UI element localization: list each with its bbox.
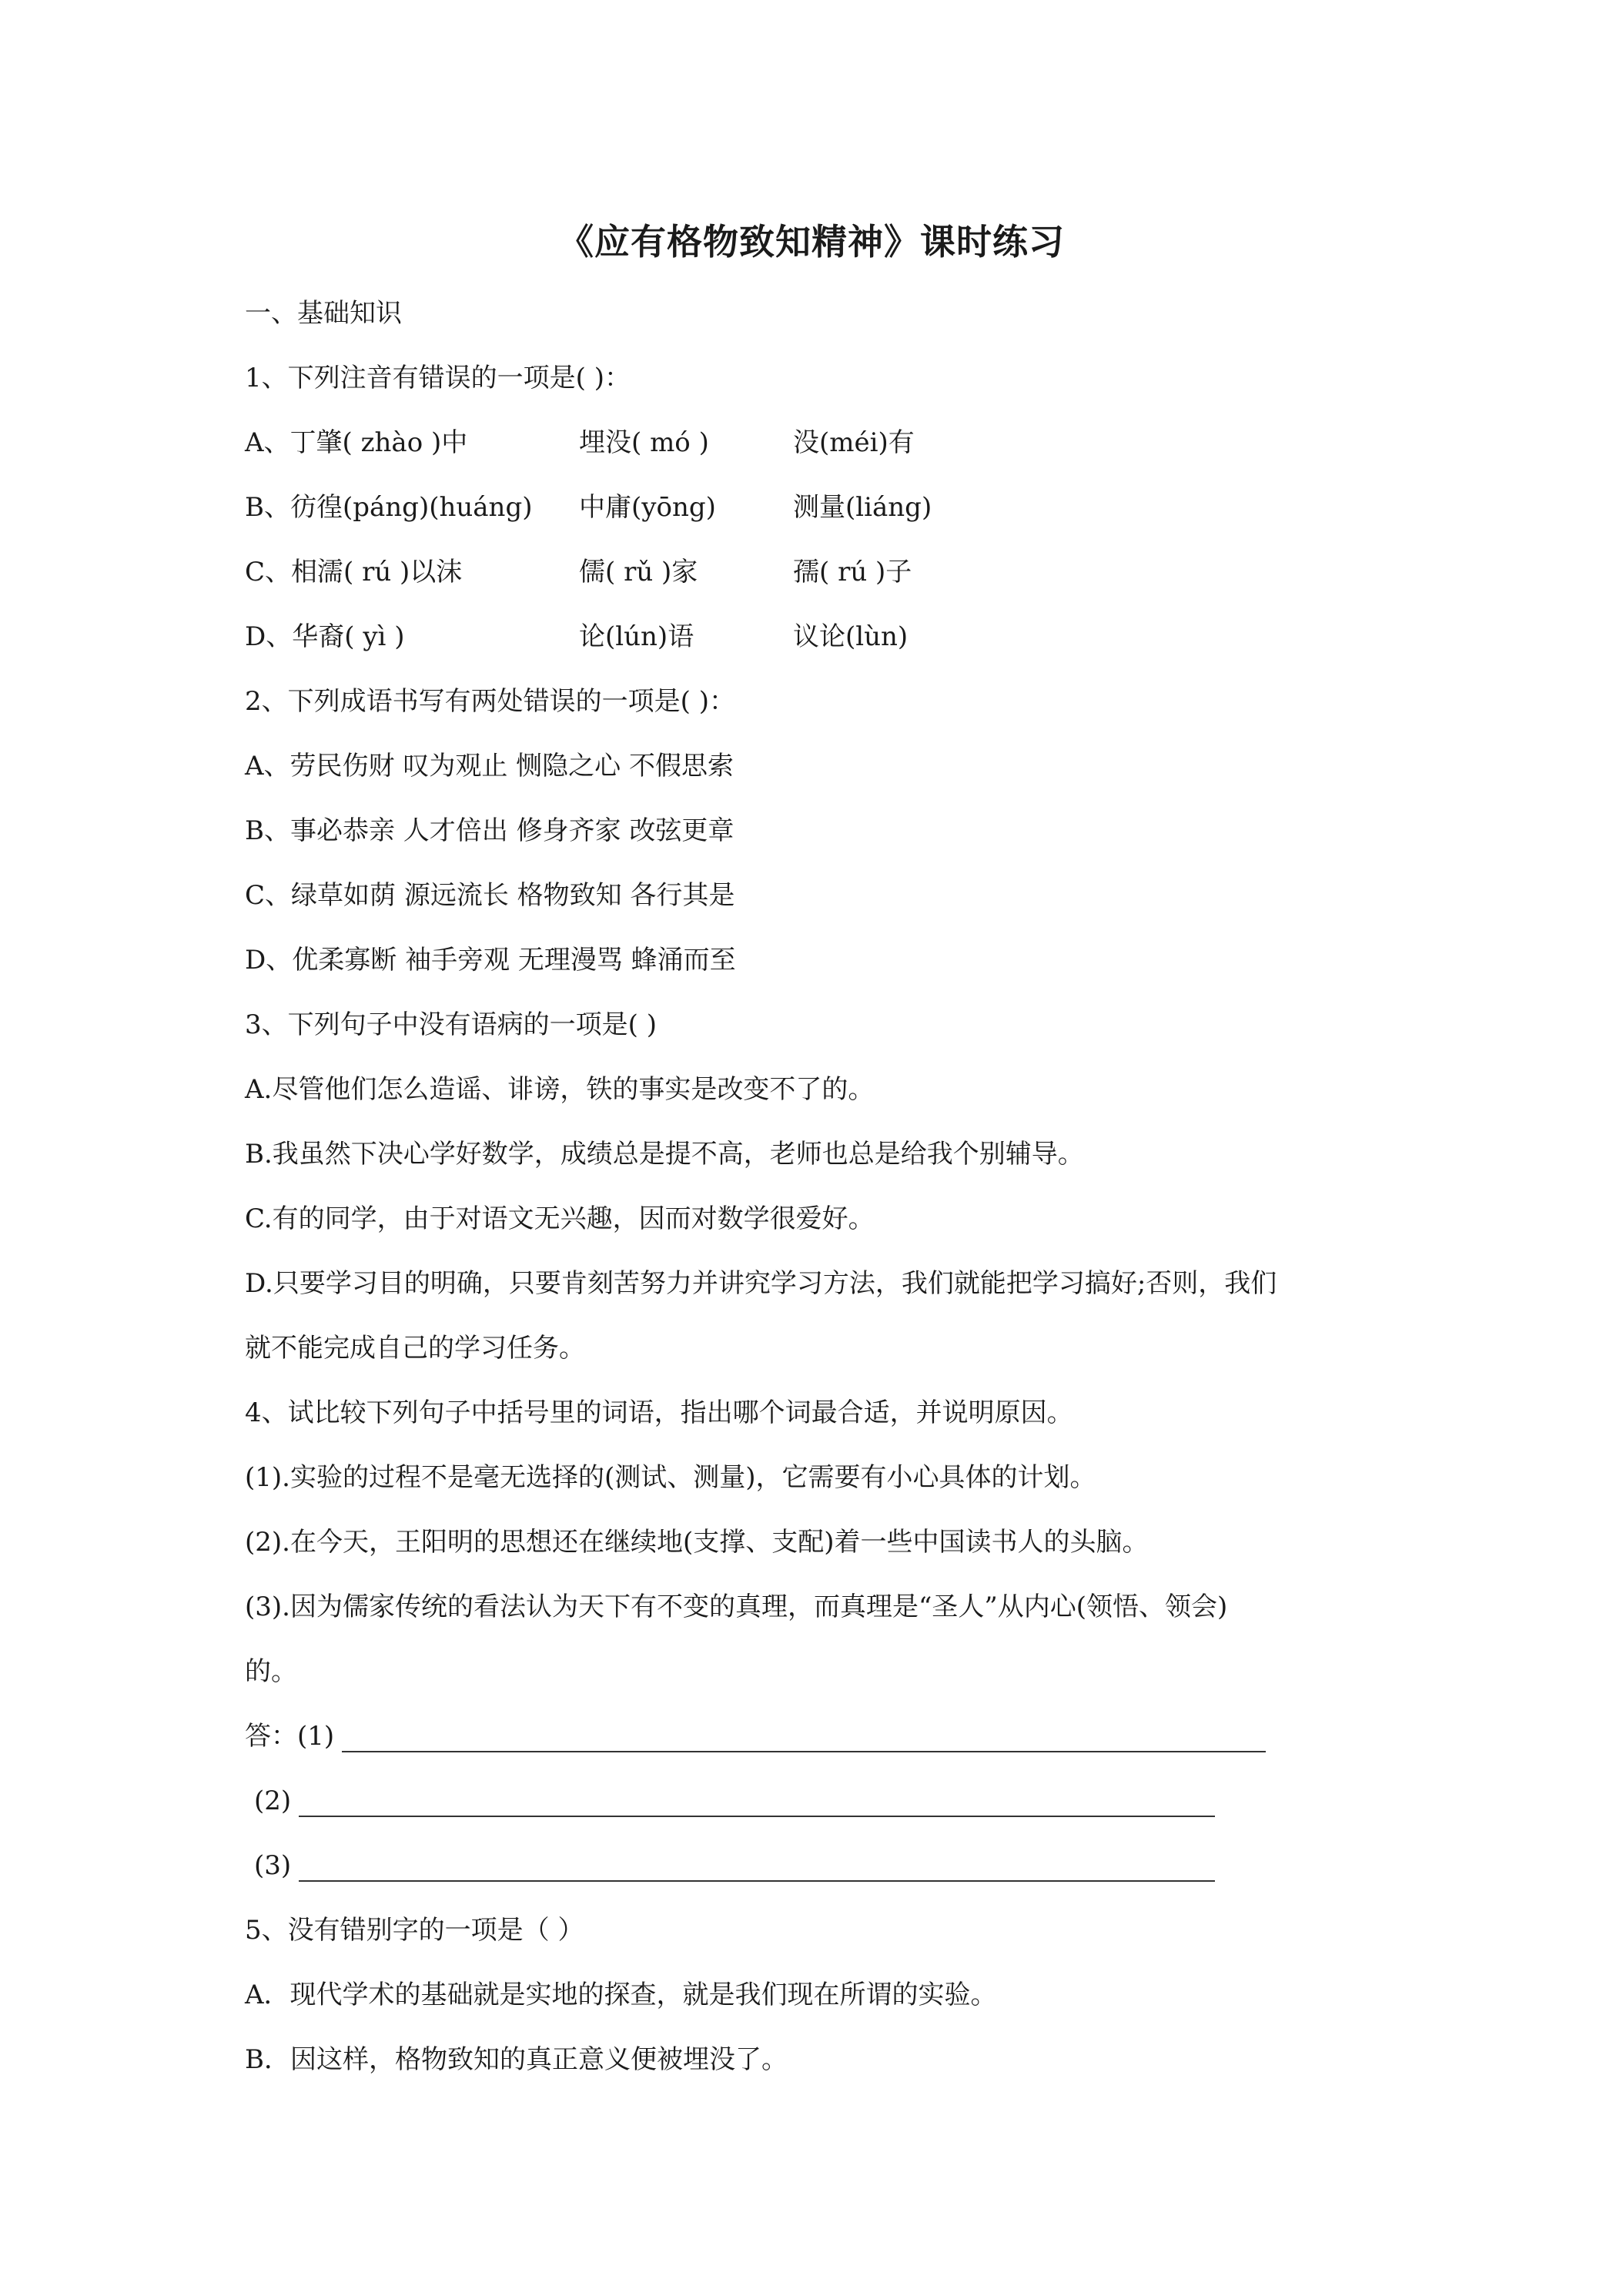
- answer-blank-1[interactable]: [342, 1728, 1266, 1752]
- q5-option-b: B．因这样，格物致知的真正意义便被埋没了。: [245, 2044, 788, 2075]
- q1-option-b-3: 测量(liáng): [793, 492, 932, 523]
- q2-option-b: B、事必恭亲 人才倍出 修身齐家 改弦更章: [245, 815, 735, 846]
- q1-option-a-1: A、丁肇( zhào )中: [245, 427, 468, 458]
- q3-option-d: D.只要学习目的明确，只要肯刻苦努力并讲究学习方法，我们就能把学习搞好;否则，我们: [245, 1268, 1277, 1299]
- question-4-stem: 4、试比较下列句子中括号里的词语，指出哪个词最合适，并说明原因。: [245, 1397, 1073, 1428]
- page-title: 《应有格物致知精神》课时练习: [558, 221, 1065, 263]
- section-heading: 一、基础知识: [245, 298, 402, 329]
- q4-answer-row-3: [254, 1849, 1215, 1882]
- q2-option-d: D、优柔寡断 袖手旁观 无理漫骂 蜂涌而至: [245, 945, 736, 976]
- q2-option-a: A、劳民伤财 叹为观止 恻隐之心 不假思索: [245, 751, 734, 782]
- q4-answer-row-2: [254, 1785, 1215, 1817]
- q4-answer-label-2: (2): [254, 1786, 292, 1816]
- q3-option-b: B.我虽然下决心学好数学，成绩总是提不高，老师也总是给我个别辅导。: [245, 1139, 1084, 1170]
- q1-option-a-2: 埋没( mó ): [579, 427, 709, 458]
- q1-option-c-1: C、相濡( rú )以沫: [245, 557, 463, 587]
- q1-option-c-2: 儒( rǔ )家: [579, 557, 698, 587]
- q4-sentence-3: (3).因为儒家传统的看法认为天下有不变的真理，而真理是“圣人”从内心(领悟、领会): [245, 1591, 1228, 1622]
- q1-option-b-1: B、彷徨(páng)(huáng): [245, 492, 533, 523]
- q5-option-a: A．现代学术的基础就是实地的探查，就是我们现在所谓的实验。: [245, 1980, 997, 2010]
- answer-blank-2[interactable]: [299, 1792, 1215, 1817]
- q4-answer-row-1: [245, 1720, 1266, 1752]
- q1-option-d-1: D、华裔( yì ): [245, 621, 405, 652]
- question-1-stem: 1、下列注音有错误的一项是( )：: [245, 363, 631, 393]
- q2-option-c: C、绿草如荫 源远流长 格物致知 各行其是: [245, 880, 735, 911]
- q3-option-a: A.尽管他们怎么造谣、诽谤，铁的事实是改变不了的。: [245, 1074, 875, 1105]
- q4-sentence-2: (2).在今天，王阳明的思想还在继续地(支撑、支配)着一些中国读书人的头脑。: [245, 1527, 1149, 1558]
- q1-option-d-3: 议论(lùn): [793, 621, 909, 652]
- q1-option-d-2: 论(lún)语: [579, 621, 694, 652]
- q1-option-c-3: 孺( rú )子: [793, 557, 912, 587]
- q1-option-a-3: 没(méi)有: [793, 427, 915, 458]
- q4-sentence-3-continued: 的。: [245, 1656, 297, 1687]
- q3-option-c: C.有的同学，由于对语文无兴趣，因而对数学很爱好。: [245, 1203, 875, 1234]
- question-5-stem: 5、没有错别字的一项是（ ）: [245, 1915, 584, 1946]
- question-3-stem: 3、下列句子中没有语病的一项是( ): [245, 1009, 657, 1040]
- answer-blank-3[interactable]: [299, 1857, 1215, 1882]
- q4-answer-label-3: (3): [254, 1850, 292, 1881]
- q1-option-b-2: 中庸(yōng): [579, 492, 716, 523]
- q4-answer-label-1: 答：(1): [245, 1721, 335, 1752]
- q3-option-d-continued: 就不能完成自己的学习任务。: [245, 1333, 585, 1364]
- question-2-stem: 2、下列成语书写有两处错误的一项是( )：: [245, 686, 735, 717]
- q4-sentence-1: (1).实验的过程不是毫无选择的(测试、测量)，它需要有小心具体的计划。: [245, 1462, 1096, 1493]
